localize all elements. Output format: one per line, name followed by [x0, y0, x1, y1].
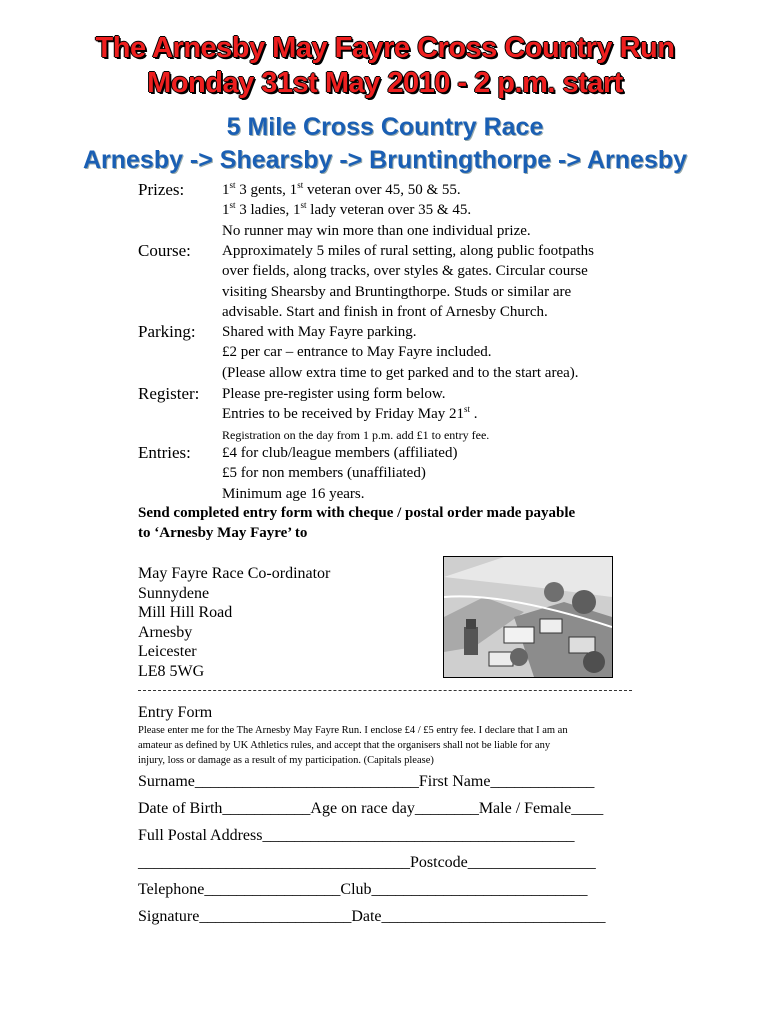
dob-age-gender-field[interactable]: Date of Birth___________Age on race day________Male / Female____ [138, 800, 604, 817]
postcode-field[interactable]: __________________________________Postcode________________ [138, 854, 596, 871]
surname-firstname-field[interactable]: Surname____________________________First Name_____________ [138, 773, 595, 790]
address-line: Arnesby [138, 623, 193, 641]
parking-label: Parking: [138, 322, 196, 341]
entry-form-heading: Entry Form [138, 704, 213, 721]
page-title-line1: The Arnesby May Fayre Cross Country Run [95, 32, 675, 64]
page-title-line2: Monday 31st May 2010 - 2 p.m. start [147, 67, 623, 99]
course-text: Approximately 5 miles of rural setting, along public footpaths over fields, along tracks, over styles & gates. Circular course visiting Shearsby and Bruntingthorpe. Studs or similar are advisable. Start and finish in front of Arnesby Church. [222, 243, 595, 320]
village-photo-drawing [444, 557, 612, 677]
postal-address-field[interactable]: Full Postal Address_______________________________________ [138, 827, 575, 844]
entry-declaration: Please enter me for the The Arnesby May Fayre Run. I enclose £4 / £5 entry fee. I declare that I am an amateur as defined by UK Athletics rules, and accept that the organisers shall not be liable for any injury, loss or damage as a result of my participation. (Capitals please) [138, 725, 568, 766]
cut-line-divider [138, 690, 632, 691]
entries-text: £4 for club/league members (affiliated) £5 for non members (unaffiliated) Minimum age 16 years. [222, 445, 458, 502]
address-line: Leicester [138, 643, 197, 661]
parking-text: Shared with May Fayre parking. £2 per car – entrance to May Fayre included. (Please allow extra time to get parked and to the start area). [222, 324, 579, 381]
send-instruction: Send completed entry form with cheque / postal order made payable to ‘Arnesby May Fayre’ to [138, 505, 576, 541]
address-line: May Fayre Race Co-ordinator [138, 565, 331, 582]
prizes-text: 1st 3 gents, 1st veteran over 45, 50 & 55. 1st 3 ladies, 1st lady veteran over 35 & 45. No runner may win more than one individual prize. [222, 180, 531, 239]
entries-label: Entries: [138, 443, 191, 462]
register-text: Please pre-register using form below. Entries to be received by Friday May 21st . Registration on the day from 1 p.m. add £1 to entry fee. [222, 386, 490, 442]
address-line: Mill Hill Road [138, 604, 233, 622]
postal-address [138, 564, 330, 682]
signature-date-field[interactable]: Signature___________________Date____________________________ [138, 908, 606, 925]
race-subtitle: 5 Mile Cross Country Race [226, 113, 544, 141]
course-label: Course: [138, 241, 191, 260]
village-aerial-photo [443, 556, 613, 678]
register-label: Register: [138, 384, 200, 403]
telephone-club-field[interactable]: Telephone_________________Club___________________________ [138, 881, 588, 898]
prizes-label: Prizes: [138, 180, 185, 199]
address-line: Sunnydene [138, 584, 210, 602]
route-subtitle: Arnesby -> Shearsby -> Bruntingthorpe -> Arnesby [82, 146, 688, 174]
address-line: LE8 5WG [138, 662, 205, 680]
